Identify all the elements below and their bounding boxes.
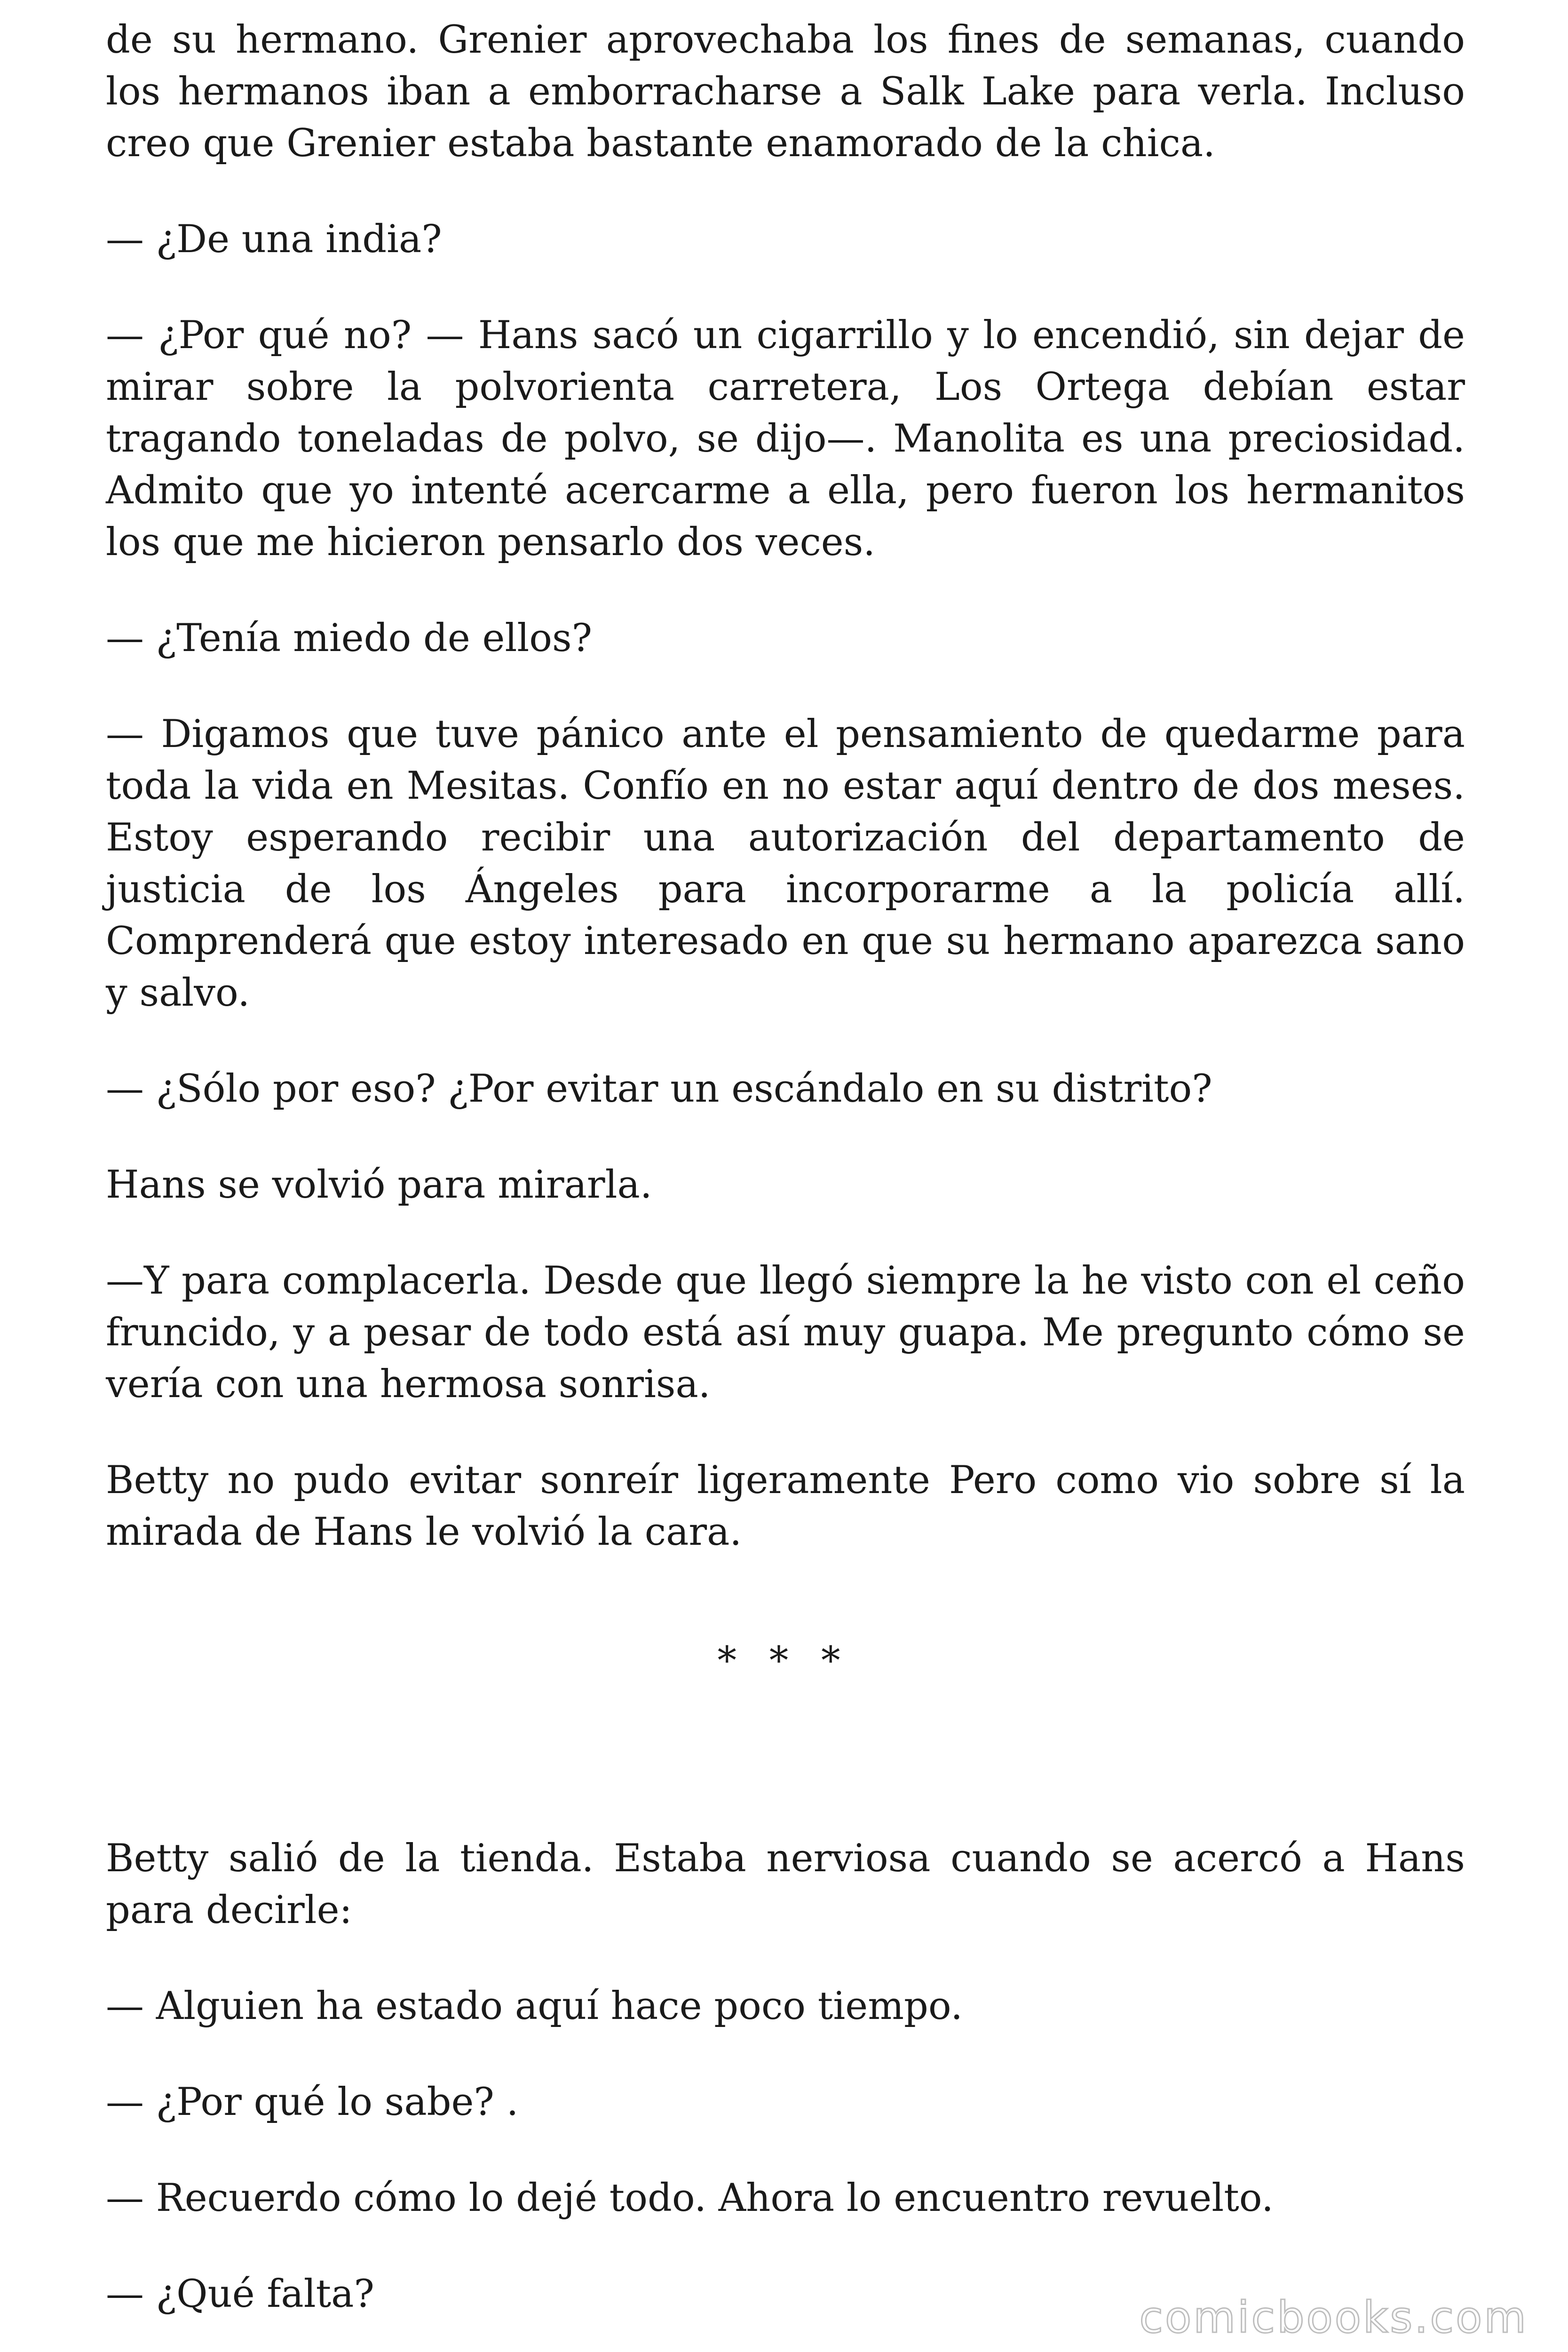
paragraph: — ¿Tenía miedo de ellos? [106, 616, 593, 660]
page-text-section-1 [106, 14, 1465, 1558]
paragraph: — ¿Qué falta? [106, 2272, 374, 2316]
paragraph: — ¿Sólo por eso? ¿Por evitar un escándalo en su distrito? [106, 1067, 1212, 1111]
paragraph: Hans se volvió para mirarla. [106, 1163, 652, 1207]
watermark-logo: comicbooks.com [1139, 2292, 1528, 2343]
paragraph: — ¿De una india? [106, 217, 442, 262]
paragraph: —Y para complacerla. Desde que llegó siempre la he visto con el ceño fruncido, y a pesar de todo está así muy guapa. Me pregunto cómo se vería con una hermosa sonrisa. [106, 1259, 1465, 1406]
page-text-section-2 [106, 1833, 1465, 2352]
scene-separator: * * * [717, 1639, 851, 1683]
paragraph: — Digamos que tuve pánico ante el pensamiento de quedarme para toda la vida en Mesitas. Confío en no estar aquí dentro de dos meses. Estoy esperando recibir una autorización del departamento de justicia de los Ángeles para incorporarme a la policía allí. Comprenderá que estoy interesado en que su hermano aparezca sano y salvo. [106, 712, 1465, 1015]
paragraph: — ¿Por qué no? — Hans sacó un cigarrillo y lo encendió, sin dejar de mirar sobre la polvorienta carretera, Los Ortega debían estar tragando toneladas de polvo, se dijo—. Manolita es una preciosidad. Admito que yo intenté acercarme a ella, pero fueron los hermanitos los que me hicieron pensarlo dos veces. [106, 313, 1465, 564]
paragraph: — ¿Por qué lo sabe? . [106, 2080, 519, 2124]
paragraph: Betty salió de la tienda. Estaba nerviosa cuando se acercó a Hans para decirle: [106, 1836, 1465, 1932]
paragraph: — Recuerdo cómo lo dejé todo. Ahora lo encuentro revuelto. [106, 2176, 1274, 2220]
paragraph: Betty no pudo evitar sonreír ligeramente Pero como vio sobre sí la mirada de Hans le volvió la cara. [106, 1458, 1465, 1554]
paragraph: — Alguien ha estado aquí hace poco tiempo. [106, 1984, 963, 2028]
paragraph: de su hermano. Grenier aprovechaba los fines de semanas, cuando los hermanos iban a emborracharse a Salk Lake para verla. Incluso creo que Grenier estaba bastante enamorado de la chica. [106, 18, 1465, 166]
